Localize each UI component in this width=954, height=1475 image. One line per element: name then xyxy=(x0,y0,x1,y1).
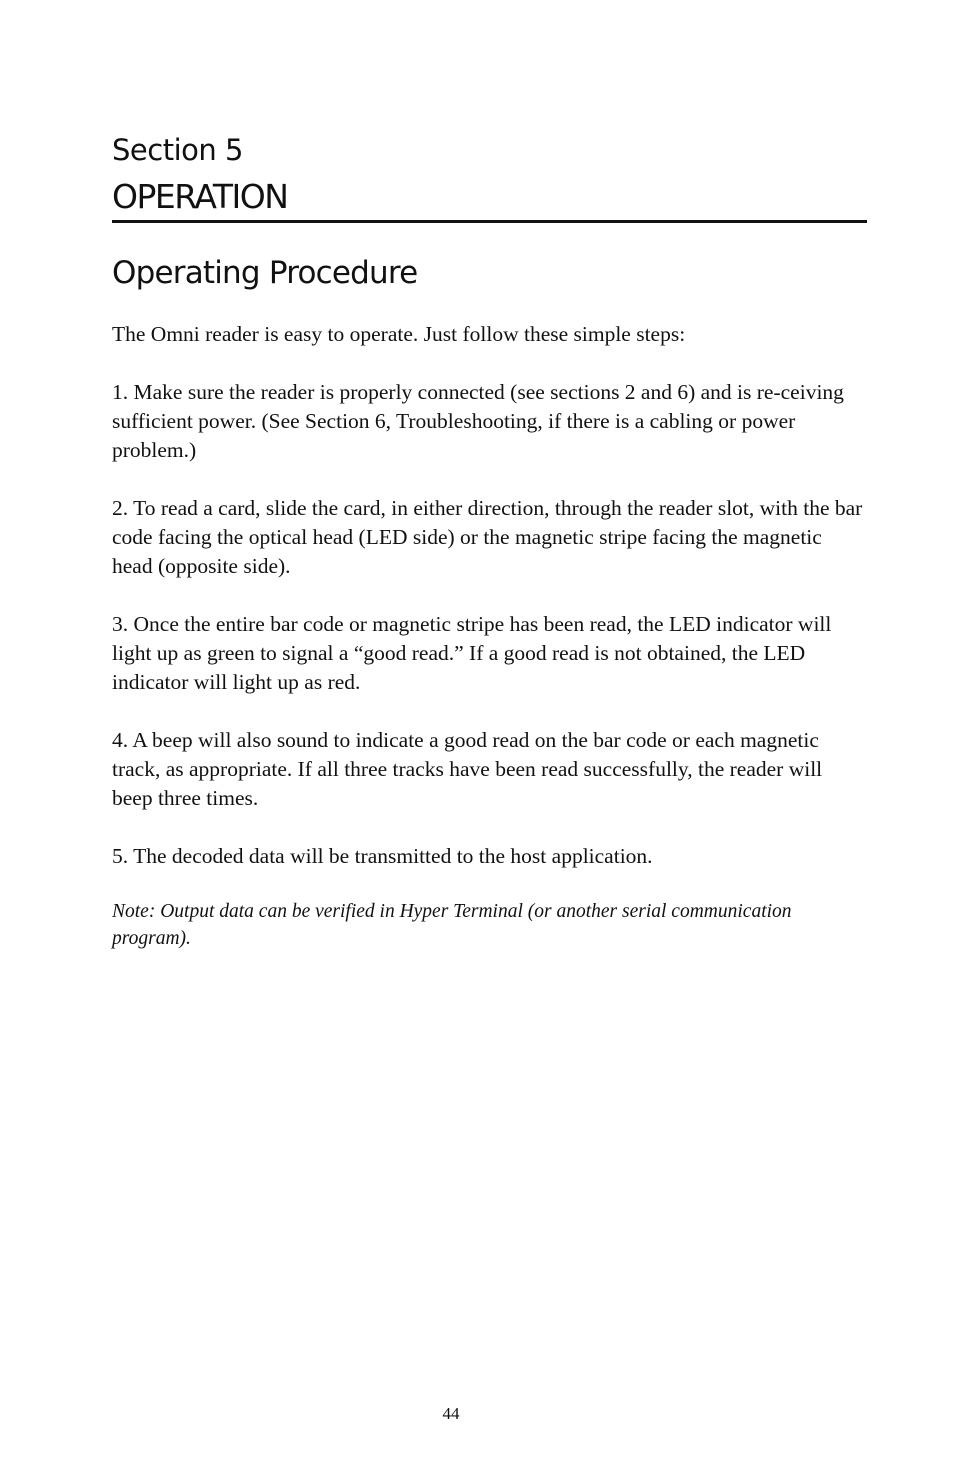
step-3-paragraph: 3. Once the entire bar code or magnetic stripe has been read, the LED indicator will light up as green to signal a “good read.” If a good read is not obtained, the LED indicator will light up as red. xyxy=(112,612,832,694)
section-title: OPERATION xyxy=(112,177,288,216)
page-number: 44 xyxy=(442,1404,460,1423)
step-4-paragraph: 4. A beep will also sound to indicate a good read on the bar code or each magnetic track, as appropriate. If all three tracks have been read successfully, the reader will beep three times. xyxy=(112,728,823,810)
document-page xyxy=(112,0,867,1475)
note-paragraph: Note: Output data can be verified in Hyper Terminal (or another serial communication program). xyxy=(112,901,792,949)
body-text xyxy=(112,320,867,981)
section-label: Section 5 xyxy=(112,133,243,167)
intro-paragraph: The Omni reader is easy to operate. Just follow these simple steps: xyxy=(112,322,686,346)
step-1-paragraph: 1. Make sure the reader is properly connected (see sections 2 and 6) and is re-ceiving sufficient power. (See Section 6, Troubleshooting, if there is a cabling or power problem.) xyxy=(112,380,844,462)
section-divider xyxy=(112,220,867,223)
subheading-operating-procedure: Operating Procedure xyxy=(112,255,418,291)
step-5-paragraph: 5. The decoded data will be transmitted to the host application. xyxy=(112,844,653,868)
step-2-paragraph: 2. To read a card, slide the card, in either direction, through the reader slot, with the bar code facing the optical head (LED side) or the magnetic stripe facing the magnetic head (opposite side). xyxy=(112,496,863,578)
